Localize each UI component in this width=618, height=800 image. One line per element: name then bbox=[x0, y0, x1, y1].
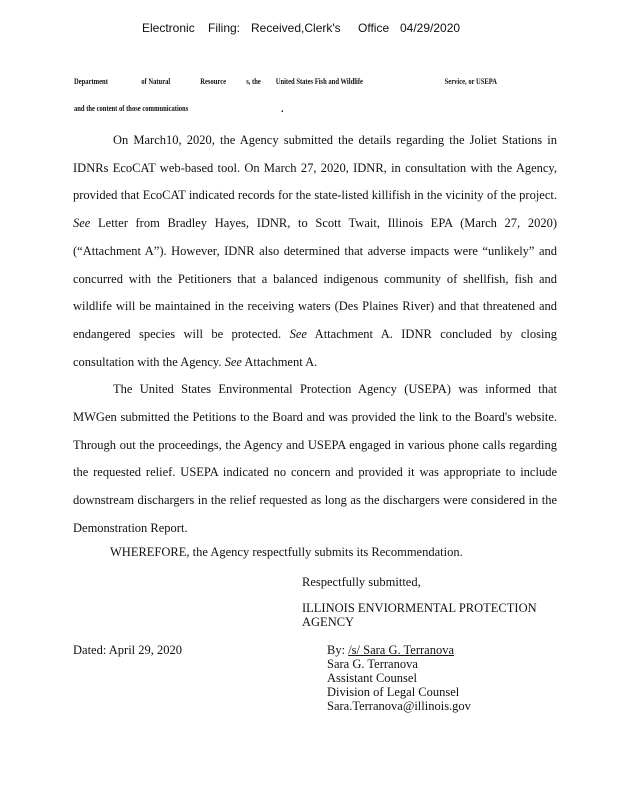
see-ref-1: See bbox=[73, 216, 91, 231]
agency-line-1: ILLINOIS ENVIORMENTAL PROTECTION bbox=[302, 601, 537, 615]
respectfully-submitted: Respectfully submitted, bbox=[302, 575, 421, 589]
paragraph-1-text: On March10, 2020, the Agency submitted the details regarding the Joliet Stations in IDNRs EcoCAT web-based tool. On March 27, 2020, IDNR, in consultation with the Agency, provided that EcoCAT indicated records for the state-listed killifish in the vicinity of the project. bbox=[73, 133, 557, 203]
subheader-col5: United States Fish and Wildlife bbox=[275, 77, 363, 86]
subheader-col6: Service, or USEPA bbox=[444, 77, 498, 86]
paragraph-2 bbox=[73, 376, 557, 542]
signature-line bbox=[327, 643, 471, 657]
signer-name: Sara G. Terranova bbox=[327, 657, 418, 671]
header-electronic: Electronic bbox=[142, 21, 195, 35]
see-ref-2: See bbox=[289, 326, 307, 341]
subheader-col4: s, the bbox=[246, 77, 261, 86]
signer-title: Assistant Counsel bbox=[327, 671, 417, 685]
paragraph-2-text: The United States Environmental Protection Agency (USEPA) was informed that MWGen submitted the Petitions to the Board and was provided the link to the Board's website. Through out the proceedings, the Agency and USEPA engaged in various phone calls regarding the requested relief. USEPA indicated no concern and provided it was appropriate to include downstream dischargers in the relief requested as long as the dischargers were considered in the Demonstration Report. bbox=[73, 382, 557, 535]
dated-line: Dated: April 29, 2020 bbox=[73, 643, 183, 657]
signature-text: /s/ Sara G. Terranova bbox=[348, 643, 454, 657]
signature-block bbox=[327, 643, 471, 713]
subheader-col1: Department bbox=[74, 77, 108, 86]
agency-name bbox=[302, 601, 562, 629]
subheader-col3: Resource bbox=[200, 77, 227, 86]
paragraph-1 bbox=[73, 127, 557, 376]
signer-division: Division of Legal Counsel bbox=[327, 685, 460, 699]
subheader-dot: . bbox=[281, 104, 284, 115]
header-office: Office bbox=[358, 21, 390, 35]
see-ref-3: See bbox=[224, 354, 242, 369]
header-date: 04/29/2020 bbox=[400, 21, 461, 35]
signer-email: Sara.Terranova@illinois.gov bbox=[327, 699, 471, 713]
paragraph-1-text-b: Letter from Bradley Hayes, IDNR, to Scott Twait, Illinois EPA (March 27, 2020) (“Attachment A”). However, IDNR also determined that adverse impacts were “unlikely” and concurred with the Petitioners that a balanced indigenous community of shellfish, fish and wildlife will be maintained in the receiving waters (Des Plaines River) and that threatened and endangered species will be protected. bbox=[73, 216, 557, 341]
body-text bbox=[73, 127, 557, 543]
subheader-row bbox=[74, 77, 498, 91]
subheader-col2: of Natural bbox=[141, 77, 171, 86]
by-prefix: By: bbox=[327, 643, 346, 657]
agency-line-2: AGENCY bbox=[302, 615, 355, 629]
subheader-line2: and the content of those communications bbox=[74, 104, 189, 113]
paragraph-1-text-c: Attachment A. IDNR concluded by closing consultation with the Agency. bbox=[73, 326, 557, 369]
header-filing: Filing: bbox=[208, 21, 241, 35]
paragraph-1-text-d: Attachment A. bbox=[244, 354, 318, 369]
header-received: Received,Clerk's bbox=[251, 21, 341, 35]
wherefore-line: WHEREFORE, the Agency respectfully submits its Recommendation. bbox=[110, 545, 463, 559]
